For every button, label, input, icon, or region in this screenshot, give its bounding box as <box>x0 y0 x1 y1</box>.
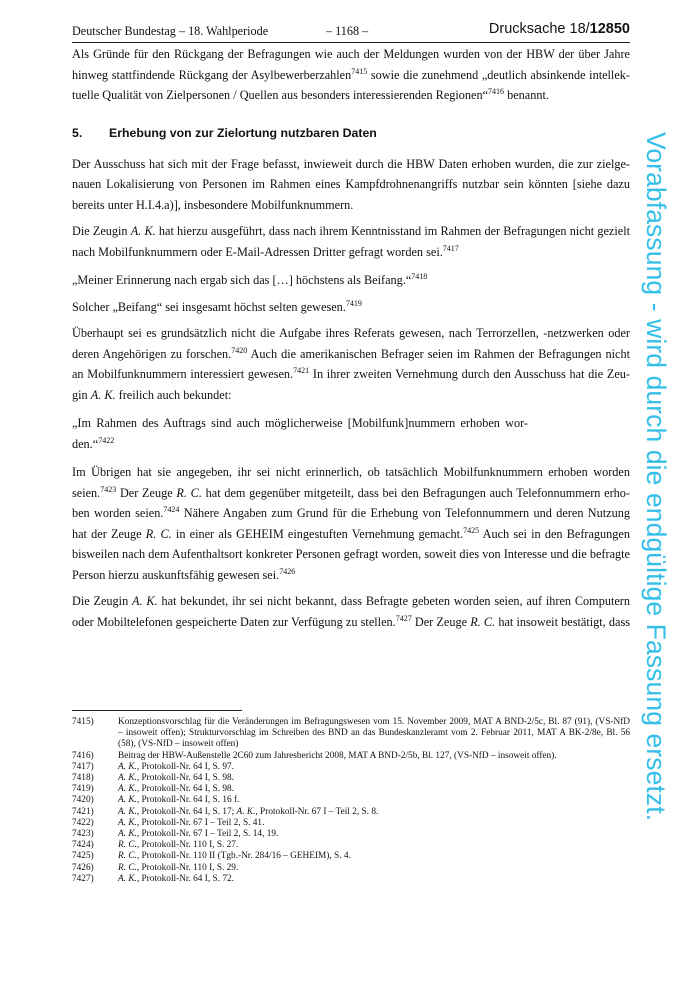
footnote: 7425) R. C., Protokoll-Nr. 110 II (Tgb.-Nr. 284/16 – GEHEIM), S. 4. <box>72 851 351 862</box>
footnote-ref[interactable]: 7418 <box>411 272 428 281</box>
footnote: 7421) A. K., Protokoll-Nr. 64 I, S. 17; A. K., Protokoll-Nr. 67 I – Teil 2, S. 8. <box>72 806 379 817</box>
paragraph-1: Als Gründe für den Rückgang der Befragungen wie auch der Meldungen wurden von der HBW der über Jahre hinweg stattfindende Rückgang der Asylbewerberzahlen$^{7415}$ sowie die zunehmend „deutlich absinkende intellek- tuelle Qualität von Zielpersonen / Quellen aus besonders interessierenden Regionen“$^{7416}$ benannt. <box>72 47 630 102</box>
footnote: 7427) A. K., Protokoll-Nr. 64 I, S. 72. <box>72 873 234 884</box>
header-page-number: – 1168 – <box>326 24 369 38</box>
header-document-number: Drucksache 18/12850 <box>488 21 630 37</box>
footnote: 7422) A. K., Protokoll-Nr. 67 I – Teil 2, S. 41. <box>72 817 265 828</box>
footnote: 7420) A. K., Protokoll-Nr. 64 I, S. 16 f. <box>72 795 240 806</box>
footnote: 7419) A. K., Protokoll-Nr. 64 I, S. 98. <box>72 784 234 795</box>
footnote: 7415) Konzeptionsvorschlag für die Veränderungen im Befragungswesen vom 15. November 2009, MAT A BND-2/5c, Bl. 87 (91), (VS-NfD – insoweit offen); Strukturvorschlag im Schreiben des BND an das Bundeskanzleramt vom 2. Februar 2011, MAT A BK-2/8e, Bl. 56 (58), (VS-NfD – insoweit offen) <box>72 717 630 750</box>
paragraph-3: Die Zeugin A. K. hat hierzu ausgeführt, dass nach ihrem Kenntnisstand im Rahmen der Befragungen nicht gezielt nach Mobilfunknummern oder E-Mail-Adressen Dritter gefragt worden sei.$^{7417}$ <box>72 224 631 259</box>
footnote: 7423) A. K., Protokoll-Nr. 67 I – Teil 2, S. 14, 19. <box>72 829 279 840</box>
footnote-ref[interactable]: 7427 <box>395 613 412 623</box>
paragraph-2: Der Ausschuss hat sich mit der Frage befasst, inwieweit durch die HBW Daten erhoben wurden, die zur zielge- nauen Lokalisierung von Personen im Rahmen eines Kampfdrohnenangriffs nutzbar sein könnten [siehe dazu bereits unter H.I.4.a)], insbesondere Mobilfunknummern. <box>72 156 630 212</box>
footnote-ref[interactable]: 7424 <box>163 505 180 514</box>
watermark-text: Vorabfassung - wird durch die endgültige Fassung ersetzt. <box>641 132 671 822</box>
footnote-ref[interactable]: 7423 <box>100 484 117 494</box>
quote-2: „Im Rahmen des Auftrags sind auch möglicherweise [Mobilfunk]nummern erhoben wor- den.“$^{7422}$ <box>72 416 528 451</box>
paragraph-5: Überhaupt sei es grundsätzlich nicht die Aufgabe ihres Referats gewesen, nach Terrorzellen, -netzwerken oder deren Angehörigen zu forschen.$^{7420}$ Auch die amerikanischen Befrager seien im Rahmen der Befragungen nicht an Mobilfunknummern interessiert gewesen.$^{7421}$ In ihrer zweiten Vernehmung durch den Ausschuss hat die Zeu- gin A. K. freilich auch bekundet: <box>72 326 630 402</box>
footnote: 7416) Beitrag der HBW-Außenstelle 2C60 zum Jahresbericht 2008, MAT A BND-2/5b, Bl. 127, (VS-NfD – insoweit offen). <box>72 750 557 761</box>
header-parliament: Deutscher Bundestag – 18. Wahlperiode <box>72 24 269 38</box>
footnote-ref[interactable]: 7422 <box>98 435 115 445</box>
footnote-ref[interactable]: 7415 <box>351 66 368 76</box>
footnote: 7426) R. C., Protokoll-Nr. 110 I, S. 29. <box>72 862 239 873</box>
footnote-ref[interactable]: 7420 <box>231 345 248 355</box>
footnote-ref[interactable]: 7419 <box>345 298 362 308</box>
footnote: 7418) A. K., Protokoll-Nr. 64 I, S. 98. <box>72 773 234 784</box>
footnote-separator <box>72 710 242 711</box>
draft-watermark <box>598 132 700 862</box>
section-title: Erhebung von zur Zielortung nutzbaren Daten <box>109 125 377 140</box>
footnote-ref[interactable]: 7426 <box>279 566 296 576</box>
footnote-ref[interactable]: 7421 <box>293 366 310 375</box>
section-number: 5. <box>72 125 83 140</box>
footnote: 7424) R. C., Protokoll-Nr. 110 I, S. 27. <box>72 840 239 851</box>
section-heading <box>72 126 630 146</box>
paragraph-4: Solcher „Beifang“ sei insgesamt höchst selten gewesen.$^{7419}$ <box>72 298 362 314</box>
page-header <box>72 20 630 43</box>
footnote: 7417) A. K., Protokoll-Nr. 64 I, S. 97. <box>72 761 234 772</box>
paragraph-7: Die Zeugin A. K. hat bekundet, ihr sei nicht bekannt, dass Befragte gebeten worden seien, auf ihren Computern oder Mobiltelefonen gespeicherte Daten zur Verfügung zu stellen.$^{7427}$ Der Zeuge R. C. hat insoweit bestätigt, dass <box>72 594 630 629</box>
document-page <box>72 20 631 884</box>
quote-1: „Meiner Erinnerung nach ergab sich das […] höchstens als Beifang.“$^{7418}$ <box>72 272 428 287</box>
paragraph-6: Im Übrigen hat sie angegeben, ihr sei nicht erinnerlich, ob tatsächlich Mobilfunknummern erhoben worden seien.$^{7423}$ Der Zeuge R. C. hat dem gegenüber mitgeteilt, dass bei den Befragungen auch Telefonnummern erho- ben worden seien.$^{7424}$ Nähere Angaben zum Grund für die Erhebung von Telefonnummern und deren Nutzung hat der Zeuge R. C. in einer als GEHEIM eingestuften Vernehmung gemacht.$^{7425}$ Auch sei in den Befragungen bisweilen nach dem Aufenthaltsort konkreter Personen gefragt worden, soweit dies von Interesse und die befragte Person hierzu auskunftsfähig gewesen sei.$^{7426}$ <box>72 465 630 582</box>
footnote-ref[interactable]: 7417 <box>442 243 459 253</box>
footnote-ref[interactable]: 7416 <box>488 87 505 96</box>
footnote-ref[interactable]: 7425 <box>463 525 480 535</box>
footnotes <box>72 717 630 885</box>
